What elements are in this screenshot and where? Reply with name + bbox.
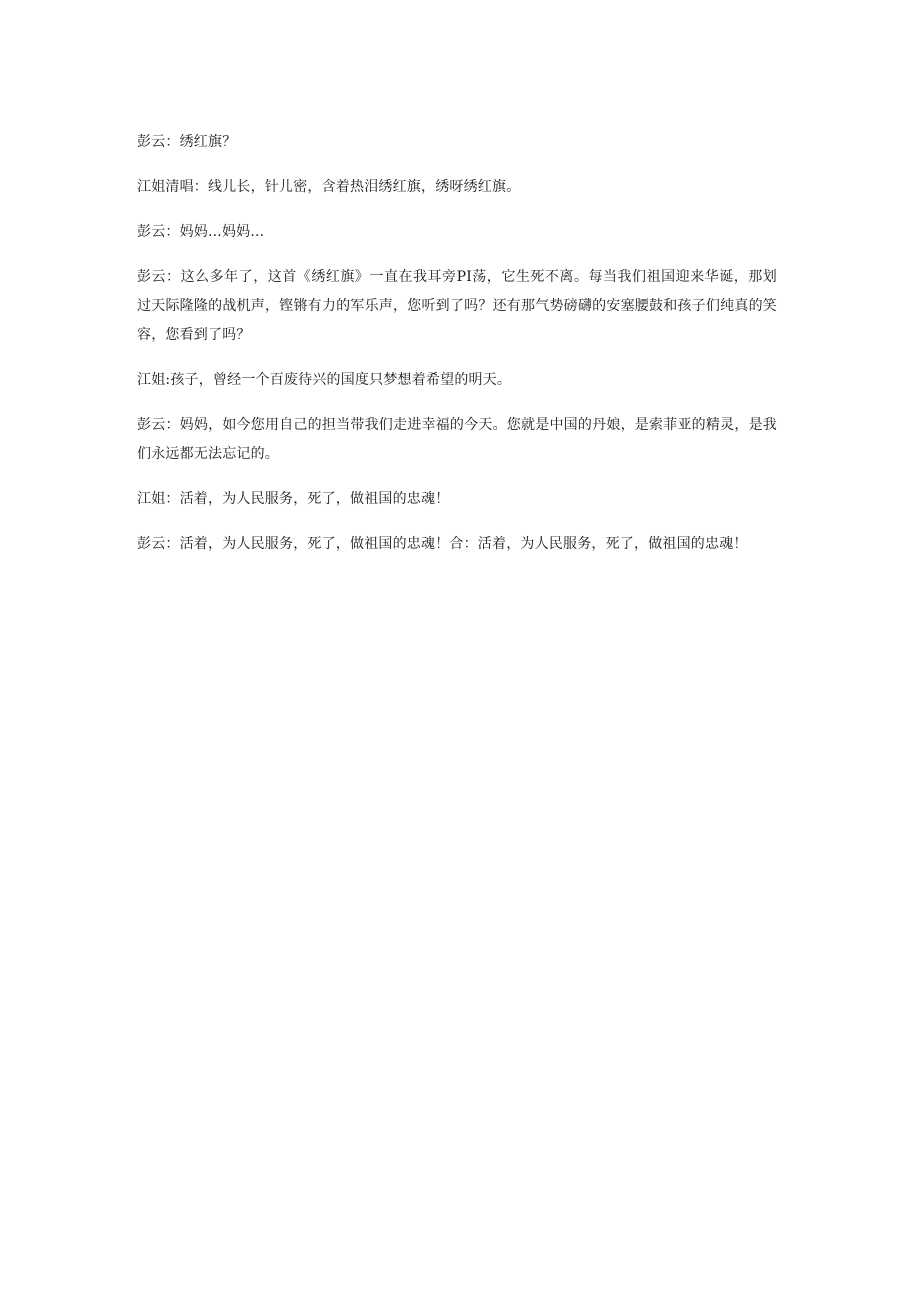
dialogue-line-8: 彭云：活着，为人民服务，死了，做祖国的忠魂！合：活着，为人民服务，死了，做祖国的忠魂！ (137, 536, 748, 552)
dialogue-line-7: 江姐：活着，为人民服务，死了，做祖国的忠魂！ (137, 491, 450, 507)
document-body (137, 128, 777, 575)
dialogue-line-5: 江姐:孩子，曾经一个百废待兴的国度只梦想着希望的明天。 (137, 372, 512, 388)
dialogue-line-3: 彭云：妈妈...妈妈... (137, 224, 265, 240)
dialogue-line-1: 彭云：绣红旗？ (137, 134, 237, 150)
dialogue-line-4: 彭云：这么多年了，这首《绣红旗》一直在我耳旁PI荡，它生死不离。每当我们祖国迎来华诞，那划过天际隆隆的战机声，铿锵有力的军乐声，您听到了吗？还有那气势磅礴的安塞腰鼓和孩子们纯真的笑容，您看到了吗？ (137, 269, 777, 343)
dialogue-line-2: 江姐清唱：线儿长，针儿密，含着热泪绣红旗，绣呀绣红旗。 (137, 179, 521, 195)
dialogue-line-6: 彭云：妈妈，如今您用自己的担当带我们走进幸福的今天。您就是中国的丹娘，是索菲亚的精灵，是我们永远都无法忘记的。 (137, 417, 777, 462)
